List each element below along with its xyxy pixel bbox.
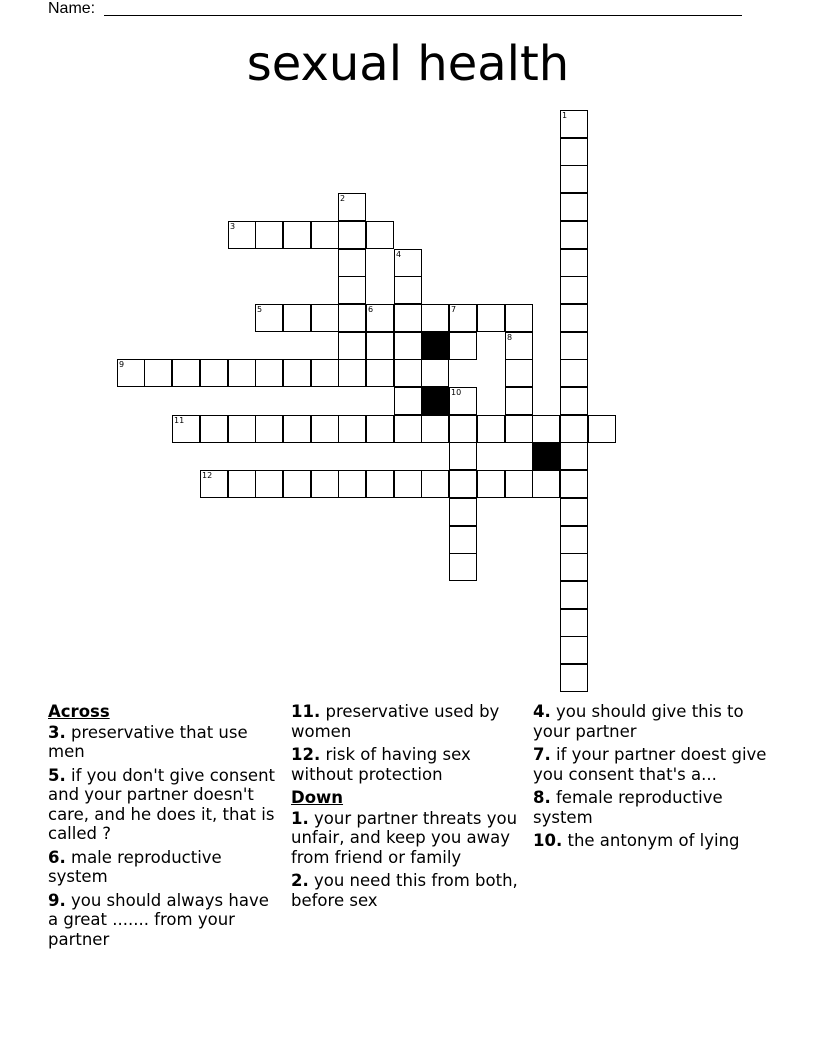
grid-cell[interactable] bbox=[560, 359, 588, 387]
grid-cell[interactable] bbox=[560, 664, 588, 692]
clue-text: if your partner doest give you consent that's a... bbox=[533, 745, 767, 784]
clue-number-label: 10 bbox=[451, 388, 462, 397]
grid-cell[interactable] bbox=[311, 359, 339, 387]
grid-cell[interactable] bbox=[560, 221, 588, 249]
grid-cell[interactable] bbox=[560, 387, 588, 415]
name-label: Name: bbox=[48, 0, 96, 17]
clue-number: 5. bbox=[48, 765, 66, 785]
grid-cell[interactable] bbox=[144, 359, 172, 387]
clues-column-1 bbox=[48, 702, 280, 953]
grid-cell[interactable] bbox=[449, 387, 477, 415]
clue-number-label: 7 bbox=[451, 305, 457, 314]
grid-cell[interactable] bbox=[532, 415, 560, 443]
grid-cell[interactable] bbox=[311, 415, 339, 443]
grid-cell[interactable] bbox=[228, 470, 256, 498]
clue-across-6 bbox=[48, 848, 280, 887]
grid-cell[interactable] bbox=[560, 553, 588, 581]
grid-cell[interactable] bbox=[449, 526, 477, 554]
clue-number-label: 6 bbox=[368, 305, 374, 314]
clue-down-1 bbox=[291, 809, 523, 868]
blocked-cell bbox=[421, 332, 449, 360]
clue-number: 10. bbox=[533, 831, 563, 850]
grid-cell[interactable] bbox=[421, 415, 449, 443]
clue-number: 4. bbox=[533, 702, 551, 721]
grid-cell[interactable] bbox=[200, 359, 228, 387]
clue-text: risk of having sex without protection bbox=[291, 745, 471, 784]
puzzle-title: sexual health bbox=[246, 36, 570, 92]
clue-number-label: 4 bbox=[396, 250, 402, 259]
grid-cell[interactable] bbox=[560, 581, 588, 609]
clue-text: the antonym of lying bbox=[567, 831, 740, 850]
clue-down-10 bbox=[533, 831, 773, 851]
grid-cell[interactable] bbox=[449, 442, 477, 470]
grid-cell[interactable] bbox=[338, 332, 366, 360]
grid-cell[interactable] bbox=[560, 442, 588, 470]
clue-number: 6. bbox=[48, 847, 66, 867]
grid-cell[interactable] bbox=[394, 415, 422, 443]
grid-cell[interactable] bbox=[505, 470, 533, 498]
grid-cell[interactable] bbox=[394, 359, 422, 387]
grid-cell[interactable] bbox=[560, 165, 588, 193]
blocked-cell bbox=[421, 387, 449, 415]
grid-cell[interactable] bbox=[283, 221, 311, 249]
clue-across-3 bbox=[48, 723, 280, 762]
grid-cell[interactable] bbox=[477, 470, 505, 498]
grid-cell[interactable] bbox=[394, 276, 422, 304]
grid-cell[interactable] bbox=[560, 526, 588, 554]
grid-cell[interactable] bbox=[449, 553, 477, 581]
grid-cell[interactable] bbox=[283, 304, 311, 332]
clue-across-9 bbox=[48, 891, 280, 950]
grid-cell[interactable] bbox=[560, 193, 588, 221]
clues-column-3 bbox=[533, 702, 773, 855]
grid-cell[interactable] bbox=[228, 359, 256, 387]
grid-cell[interactable] bbox=[172, 415, 200, 443]
grid-cell[interactable] bbox=[366, 359, 394, 387]
grid-cell[interactable] bbox=[449, 304, 477, 332]
clue-number-label: 3 bbox=[230, 222, 236, 231]
clue-across-12 bbox=[291, 745, 523, 784]
clue-text: you need this from both, before sex bbox=[291, 871, 518, 910]
grid-cell[interactable] bbox=[560, 276, 588, 304]
grid-cell[interactable] bbox=[366, 221, 394, 249]
grid-cell[interactable] bbox=[255, 221, 283, 249]
grid-cell[interactable] bbox=[338, 249, 366, 277]
grid-cell[interactable] bbox=[421, 470, 449, 498]
grid-cell[interactable] bbox=[338, 193, 366, 221]
grid-cell[interactable] bbox=[449, 470, 477, 498]
grid-cell[interactable] bbox=[560, 636, 588, 664]
grid-cell[interactable] bbox=[560, 138, 588, 166]
grid-cell[interactable] bbox=[421, 359, 449, 387]
grid-cell[interactable] bbox=[560, 609, 588, 637]
grid-cell[interactable] bbox=[394, 249, 422, 277]
grid-cell[interactable] bbox=[255, 304, 283, 332]
clue-down-4 bbox=[533, 702, 773, 741]
grid-cell[interactable] bbox=[560, 249, 588, 277]
grid-cell[interactable] bbox=[255, 415, 283, 443]
clue-text: male reproductive system bbox=[48, 847, 222, 886]
grid-cell[interactable] bbox=[560, 332, 588, 360]
grid-cell[interactable] bbox=[255, 470, 283, 498]
clue-number-label: 11 bbox=[174, 416, 185, 425]
grid-cell[interactable] bbox=[560, 110, 588, 138]
grid-cell[interactable] bbox=[421, 304, 449, 332]
grid-cell[interactable] bbox=[588, 415, 616, 443]
grid-cell[interactable] bbox=[366, 470, 394, 498]
grid-cell[interactable] bbox=[172, 359, 200, 387]
grid-cell[interactable] bbox=[117, 359, 145, 387]
grid-cell[interactable] bbox=[283, 415, 311, 443]
clue-number: 1. bbox=[291, 808, 309, 828]
grid-cell[interactable] bbox=[338, 470, 366, 498]
grid-cell[interactable] bbox=[449, 415, 477, 443]
clue-number: 11. bbox=[291, 702, 321, 721]
clue-number-label: 1 bbox=[562, 111, 568, 120]
grid-cell[interactable] bbox=[228, 221, 256, 249]
grid-cell[interactable] bbox=[366, 332, 394, 360]
grid-cell[interactable] bbox=[394, 332, 422, 360]
grid-cell[interactable] bbox=[560, 498, 588, 526]
clue-text: you should always have a great ....... from your partner bbox=[48, 890, 269, 949]
grid-cell[interactable] bbox=[394, 304, 422, 332]
clue-text: female reproductive system bbox=[533, 788, 723, 827]
clue-down-7 bbox=[533, 745, 773, 784]
clue-number: 3. bbox=[48, 722, 66, 742]
grid-cell[interactable] bbox=[449, 332, 477, 360]
grid-cell[interactable] bbox=[449, 498, 477, 526]
across-header: Across bbox=[48, 702, 110, 721]
grid-cell[interactable] bbox=[366, 304, 394, 332]
clue-text: you should give this to your partner bbox=[533, 702, 744, 741]
grid-cell[interactable] bbox=[255, 359, 283, 387]
grid-cell[interactable] bbox=[311, 470, 339, 498]
grid-cell[interactable] bbox=[505, 332, 533, 360]
grid-cell[interactable] bbox=[200, 415, 228, 443]
grid-cell[interactable] bbox=[477, 415, 505, 443]
grid-cell[interactable] bbox=[560, 470, 588, 498]
clue-down-2 bbox=[291, 871, 523, 910]
clue-text: your partner threats you unfair, and keep you away from friend or family bbox=[291, 808, 518, 867]
grid-cell[interactable] bbox=[283, 359, 311, 387]
clue-number-label: 2 bbox=[340, 194, 346, 203]
clue-number-label: 9 bbox=[119, 360, 125, 369]
clue-number-label: 5 bbox=[257, 305, 263, 314]
clue-down-8 bbox=[533, 788, 773, 827]
grid-cell[interactable] bbox=[228, 415, 256, 443]
grid-cell[interactable] bbox=[366, 415, 394, 443]
grid-cell[interactable] bbox=[505, 387, 533, 415]
grid-cell[interactable] bbox=[338, 276, 366, 304]
clue-number: 9. bbox=[48, 890, 66, 910]
clue-text: preservative that use men bbox=[48, 722, 248, 761]
clue-number: 2. bbox=[291, 871, 309, 890]
clue-number: 7. bbox=[533, 745, 551, 764]
clue-number: 8. bbox=[533, 788, 551, 807]
grid-cell[interactable] bbox=[200, 470, 228, 498]
clue-text: if you don't give consent and your partner doesn't care, and he does it, that is called ? bbox=[48, 765, 275, 843]
grid-cell[interactable] bbox=[338, 415, 366, 443]
grid-cell[interactable] bbox=[311, 304, 339, 332]
clues-column-2 bbox=[291, 702, 523, 914]
grid-cell[interactable] bbox=[338, 221, 366, 249]
grid-cell[interactable] bbox=[394, 470, 422, 498]
grid-cell[interactable] bbox=[560, 304, 588, 332]
grid-cell[interactable] bbox=[311, 221, 339, 249]
clue-across-11 bbox=[291, 702, 523, 741]
grid-cell[interactable] bbox=[505, 304, 533, 332]
grid-cell[interactable] bbox=[394, 387, 422, 415]
grid-cell[interactable] bbox=[505, 415, 533, 443]
clue-across-5 bbox=[48, 766, 280, 844]
grid-cell[interactable] bbox=[505, 359, 533, 387]
grid-cell[interactable] bbox=[477, 304, 505, 332]
grid-cell[interactable] bbox=[338, 359, 366, 387]
clue-number-label: 12 bbox=[202, 471, 213, 480]
blocked-cell bbox=[532, 442, 560, 470]
grid-cell[interactable] bbox=[560, 415, 588, 443]
grid-cell[interactable] bbox=[532, 470, 560, 498]
down-header: Down bbox=[291, 788, 344, 807]
grid-cell[interactable] bbox=[283, 470, 311, 498]
clue-number-label: 8 bbox=[507, 333, 513, 342]
clue-text: preservative used by women bbox=[291, 702, 500, 741]
clue-number: 12. bbox=[291, 745, 321, 764]
grid-cell[interactable] bbox=[338, 304, 366, 332]
